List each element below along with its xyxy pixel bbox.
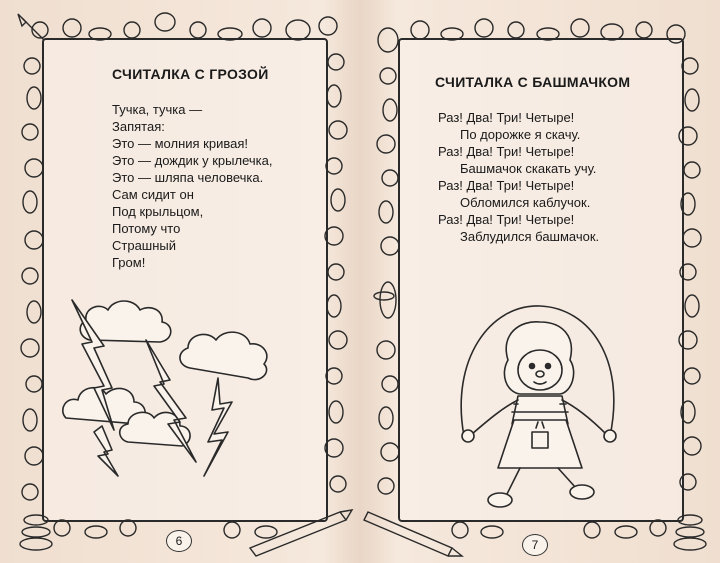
poem-text — [112, 101, 272, 271]
poem-line: Гром! — [112, 255, 146, 270]
page-title: СЧИТАЛКА С ГРОЗОЙ — [112, 66, 269, 82]
poem-line: Под крыльцом, — [112, 204, 204, 219]
poem-line: Заблудился башмачок. — [460, 229, 600, 244]
page-number: 7 — [522, 534, 548, 556]
poem-line: Раз! Два! Три! Четыре! — [438, 144, 575, 159]
poem-line: Башмачок скакать учу. — [460, 161, 597, 176]
storm-clouds-lightning-icon — [62, 290, 302, 480]
poem-line: Раз! Два! Три! Четыре! — [438, 178, 575, 193]
poem-line: Это — молния кривая! — [112, 136, 248, 151]
poem-line: Это — дождик у крылечка, — [112, 153, 273, 168]
girl-jumping-rope-icon — [450, 300, 630, 515]
poem-line: Страшный — [112, 238, 177, 253]
page-number: 6 — [166, 530, 192, 552]
right-page — [360, 0, 720, 563]
poem-line: Сам сидит он — [112, 187, 194, 202]
page-title: СЧИТАЛКА С БАШМАЧКОМ — [435, 74, 631, 90]
poem-line: Это — шляпа человечка. — [112, 170, 264, 185]
poem-line: Обломился каблучок. — [460, 195, 591, 210]
poem-line: Запятая: — [112, 119, 165, 134]
poem-line: Потому что — [112, 221, 181, 236]
poem-text — [438, 109, 599, 245]
poem-line: По дорожке я скачу. — [460, 127, 581, 142]
poem-line: Раз! Два! Три! Четыре! — [438, 212, 575, 227]
poem-line: Раз! Два! Три! Четыре! — [438, 110, 575, 125]
poem-line: Тучка, тучка — — [112, 102, 203, 117]
